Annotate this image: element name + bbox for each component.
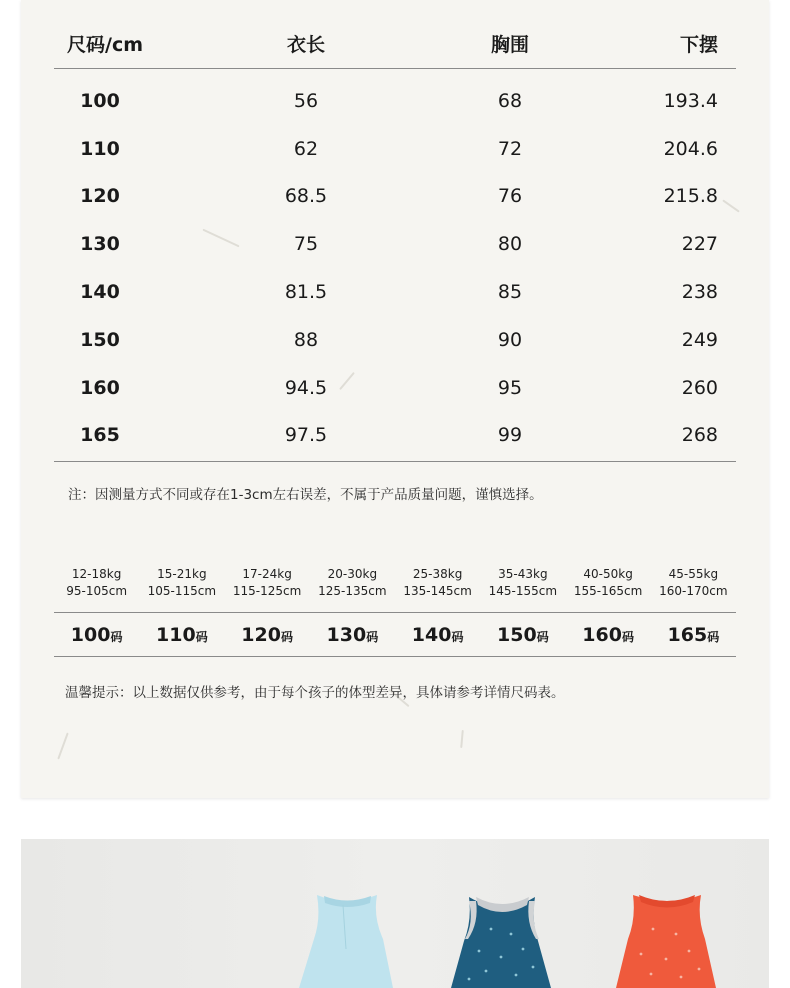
reference-weight: 35-43kg xyxy=(498,567,548,581)
cell-chest: 90 xyxy=(497,328,523,351)
reference-size xyxy=(651,613,736,656)
table-row xyxy=(54,316,736,364)
cell-hem: 238 xyxy=(681,281,718,304)
size-unit: 码 xyxy=(707,630,720,644)
header-size: 尺码/cm xyxy=(67,33,144,56)
cell-size: 165 xyxy=(80,424,120,447)
reference-cell xyxy=(310,566,395,612)
header-length: 衣长 xyxy=(286,33,325,56)
reference-cell xyxy=(566,566,651,612)
cell-size: 130 xyxy=(80,233,120,256)
reference-height: 105-115cm xyxy=(147,584,217,598)
reference-cell xyxy=(225,566,310,612)
size-unit: 码 xyxy=(621,630,634,644)
reference-size xyxy=(566,613,651,656)
cell-chest: 72 xyxy=(497,137,523,160)
table-row xyxy=(54,268,736,316)
paper-fiber xyxy=(460,730,464,748)
reference-weight: 15-21kg xyxy=(157,567,207,581)
size-number: 140 xyxy=(411,624,452,646)
cell-length: 75 xyxy=(293,233,319,256)
size-unit: 码 xyxy=(451,630,464,644)
cell-chest: 68 xyxy=(497,89,523,112)
reference-cell xyxy=(651,566,736,612)
size-number: 120 xyxy=(241,624,281,646)
cell-hem: 215.8 xyxy=(663,185,718,208)
reference-size-row xyxy=(54,613,736,657)
cell-size: 150 xyxy=(80,328,120,351)
table-row xyxy=(54,220,736,268)
table-row xyxy=(54,125,736,173)
cell-length: 88 xyxy=(293,328,319,351)
cell-size: 160 xyxy=(80,376,120,399)
reference-weight: 12-18kg xyxy=(71,567,122,581)
reference-height: 160-170cm xyxy=(659,584,728,598)
cell-hem: 249 xyxy=(681,328,718,351)
size-unit: 码 xyxy=(110,630,123,644)
size-number: 150 xyxy=(497,624,537,646)
size-reference-table xyxy=(54,566,736,657)
reference-cell xyxy=(480,566,565,612)
product-photo xyxy=(21,839,769,988)
size-number: 160 xyxy=(582,624,622,646)
cell-hem: 260 xyxy=(681,376,718,399)
reference-height: 145-155cm xyxy=(488,584,558,598)
size-table-header xyxy=(54,18,736,69)
cell-size: 110 xyxy=(80,137,120,160)
dresses-illustration xyxy=(21,839,769,988)
reference-size xyxy=(395,613,480,656)
measurement-note: 注：因测量方式不同或存在1-3cm左右误差，不属于产品质量问题，谨慎选择。 xyxy=(68,487,543,503)
reference-size xyxy=(480,613,565,656)
size-number: 130 xyxy=(326,624,367,646)
cell-length: 97.5 xyxy=(284,424,328,447)
size-number: 100 xyxy=(70,624,111,646)
cell-length: 94.5 xyxy=(284,376,328,399)
cell-chest: 99 xyxy=(497,424,523,447)
table-row xyxy=(54,77,736,125)
header-hem: 下摆 xyxy=(679,33,718,56)
reference-size xyxy=(54,613,139,656)
reference-size xyxy=(225,613,310,656)
size-unit: 码 xyxy=(536,630,549,644)
reference-cell xyxy=(54,566,139,612)
cell-hem: 268 xyxy=(681,424,718,447)
cell-length: 68.5 xyxy=(284,185,328,208)
coral-dress xyxy=(616,895,716,988)
cell-length: 56 xyxy=(293,89,319,112)
light-blue-dress xyxy=(299,895,393,988)
reference-height: 135-145cm xyxy=(403,584,472,598)
cell-length: 81.5 xyxy=(284,281,328,304)
reference-height: 125-135cm xyxy=(318,584,387,598)
cell-chest: 85 xyxy=(497,281,523,304)
cell-chest: 76 xyxy=(497,185,523,208)
reference-height: 95-105cm xyxy=(66,584,128,598)
size-unit: 码 xyxy=(280,630,293,644)
header-chest: 胸围 xyxy=(490,33,529,56)
size-table xyxy=(54,18,736,462)
reference-weight: 45-55kg xyxy=(668,567,719,581)
cell-size: 140 xyxy=(80,281,120,304)
cell-hem: 193.4 xyxy=(663,89,718,112)
size-number: 165 xyxy=(667,624,708,646)
size-unit: 码 xyxy=(366,630,379,644)
table-row xyxy=(54,173,736,221)
cell-chest: 80 xyxy=(497,233,523,256)
cell-length: 62 xyxy=(293,137,319,160)
reference-weight: 40-50kg xyxy=(583,567,633,581)
reference-weight: 17-24kg xyxy=(242,567,292,581)
reference-height: 115-125cm xyxy=(232,584,302,598)
size-number: 110 xyxy=(156,624,196,646)
reference-height: 155-165cm xyxy=(573,584,643,598)
size-unit: 码 xyxy=(195,630,208,644)
reference-size xyxy=(310,613,395,656)
teal-dress xyxy=(451,897,551,988)
reference-weight: 25-38kg xyxy=(412,567,463,581)
size-tip: 温馨提示：以上数据仅供参考，由于每个孩子的体型差异，具体请参考详情尺码表。 xyxy=(65,685,565,701)
reference-body-row xyxy=(54,566,736,613)
reference-cell xyxy=(395,566,480,612)
cell-hem: 227 xyxy=(681,233,718,256)
reference-weight: 20-30kg xyxy=(327,567,378,581)
table-row xyxy=(54,364,736,412)
cell-size: 120 xyxy=(80,185,120,208)
cell-hem: 204.6 xyxy=(663,137,718,160)
size-table-body xyxy=(54,69,736,462)
reference-cell xyxy=(139,566,224,612)
table-row xyxy=(54,412,736,460)
paper-fiber xyxy=(57,733,68,760)
cell-size: 100 xyxy=(80,89,120,112)
reference-size xyxy=(139,613,224,656)
cell-chest: 95 xyxy=(497,376,523,399)
